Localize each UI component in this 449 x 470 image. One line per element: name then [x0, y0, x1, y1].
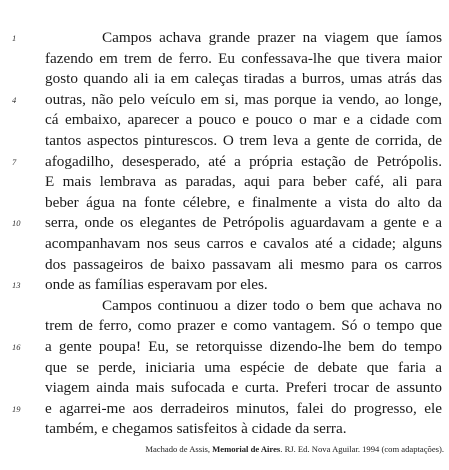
- line-number: 10: [12, 218, 21, 229]
- source-title: Memorial de Aires: [212, 444, 281, 454]
- line-number: [12, 358, 30, 378]
- source-suffix: . RJ. Ed. Nova Aguilar. 1994 (com adaptações).: [280, 444, 444, 454]
- text-line: onde as famílias esperavam por eles.: [45, 276, 268, 294]
- line-number: [12, 69, 30, 89]
- line-number: 19: [12, 403, 21, 414]
- text-line: também, e chegamos satisfeitos à cidade da serra.: [45, 420, 347, 438]
- line-number: [12, 172, 30, 192]
- text-line: E mais lembrava as paradas, aqui para beber café, ali para: [45, 173, 442, 191]
- text-line: Campos continuou a dizer todo o bem que achava no: [102, 296, 442, 314]
- text-line: dos passageiros de baixo passavam ali mesmo para os carros: [45, 255, 442, 273]
- line-number: [12, 131, 30, 151]
- text-line: serra, onde os elegantes de Petrópolis aguardavam a gente e a: [45, 214, 442, 232]
- text-line: fazendo em trem de ferro. Eu confessava-lhe que tivera maior: [45, 49, 442, 67]
- text-line: acompanhavam nos seus carros e cavalos até a cidade; alguns: [45, 235, 442, 252]
- line-number: [12, 296, 30, 316]
- line-number: [12, 49, 30, 69]
- text-line: cá embaixo, aparecer a pouco e pouco o mar e a cidade com: [45, 111, 442, 129]
- text-line: beber água na fonte célebre, e finalmente a vista do alto da: [45, 193, 442, 211]
- line-number: 13: [12, 280, 21, 291]
- line-number: [12, 316, 30, 336]
- source-prefix: Machado de Assis,: [145, 444, 213, 454]
- line-number: [12, 255, 30, 275]
- source-citation: [60, 442, 444, 456]
- line-number: [12, 234, 30, 254]
- line-number: [12, 378, 30, 398]
- text-line: a gente poupa! Eu, se retorquisse dizendo-lhe bem do tempo: [45, 338, 442, 355]
- text-line: e agarrei-me aos derradeiros minutos, falei do progresso, ele: [45, 399, 442, 417]
- text-line: tantos aspectos pinturescos. O trem leva a gente de corrida, de: [45, 132, 442, 149]
- text-line: que se perde, iniciaria uma espécie de debate que faria a: [45, 358, 442, 376]
- text-line: afogadilho, desesperado, até a própria estação de Petrópolis.: [45, 152, 442, 170]
- text-line: outras, não pelo veículo em si, mas porque ia vendo, ao longe,: [45, 90, 442, 108]
- text-line: viagem ainda mais sufocada e curta. Preferi trocar de assunto: [45, 379, 442, 397]
- line-number: [12, 193, 30, 213]
- text-line: gosto quando ali ia em caleças tiradas a burros, umas atrás das: [45, 70, 442, 88]
- line-number: 16: [12, 342, 21, 352]
- line-number: 1: [12, 33, 17, 43]
- text-line: trem de ferro, como prazer e como vantagem. Só o tempo que: [45, 317, 442, 335]
- line-number: [12, 419, 30, 439]
- line-number: 4: [12, 94, 17, 105]
- line-number: 7: [12, 156, 17, 167]
- text-line: Campos achava grande prazer na viagem que íamos: [102, 29, 442, 46]
- line-number: [12, 110, 30, 130]
